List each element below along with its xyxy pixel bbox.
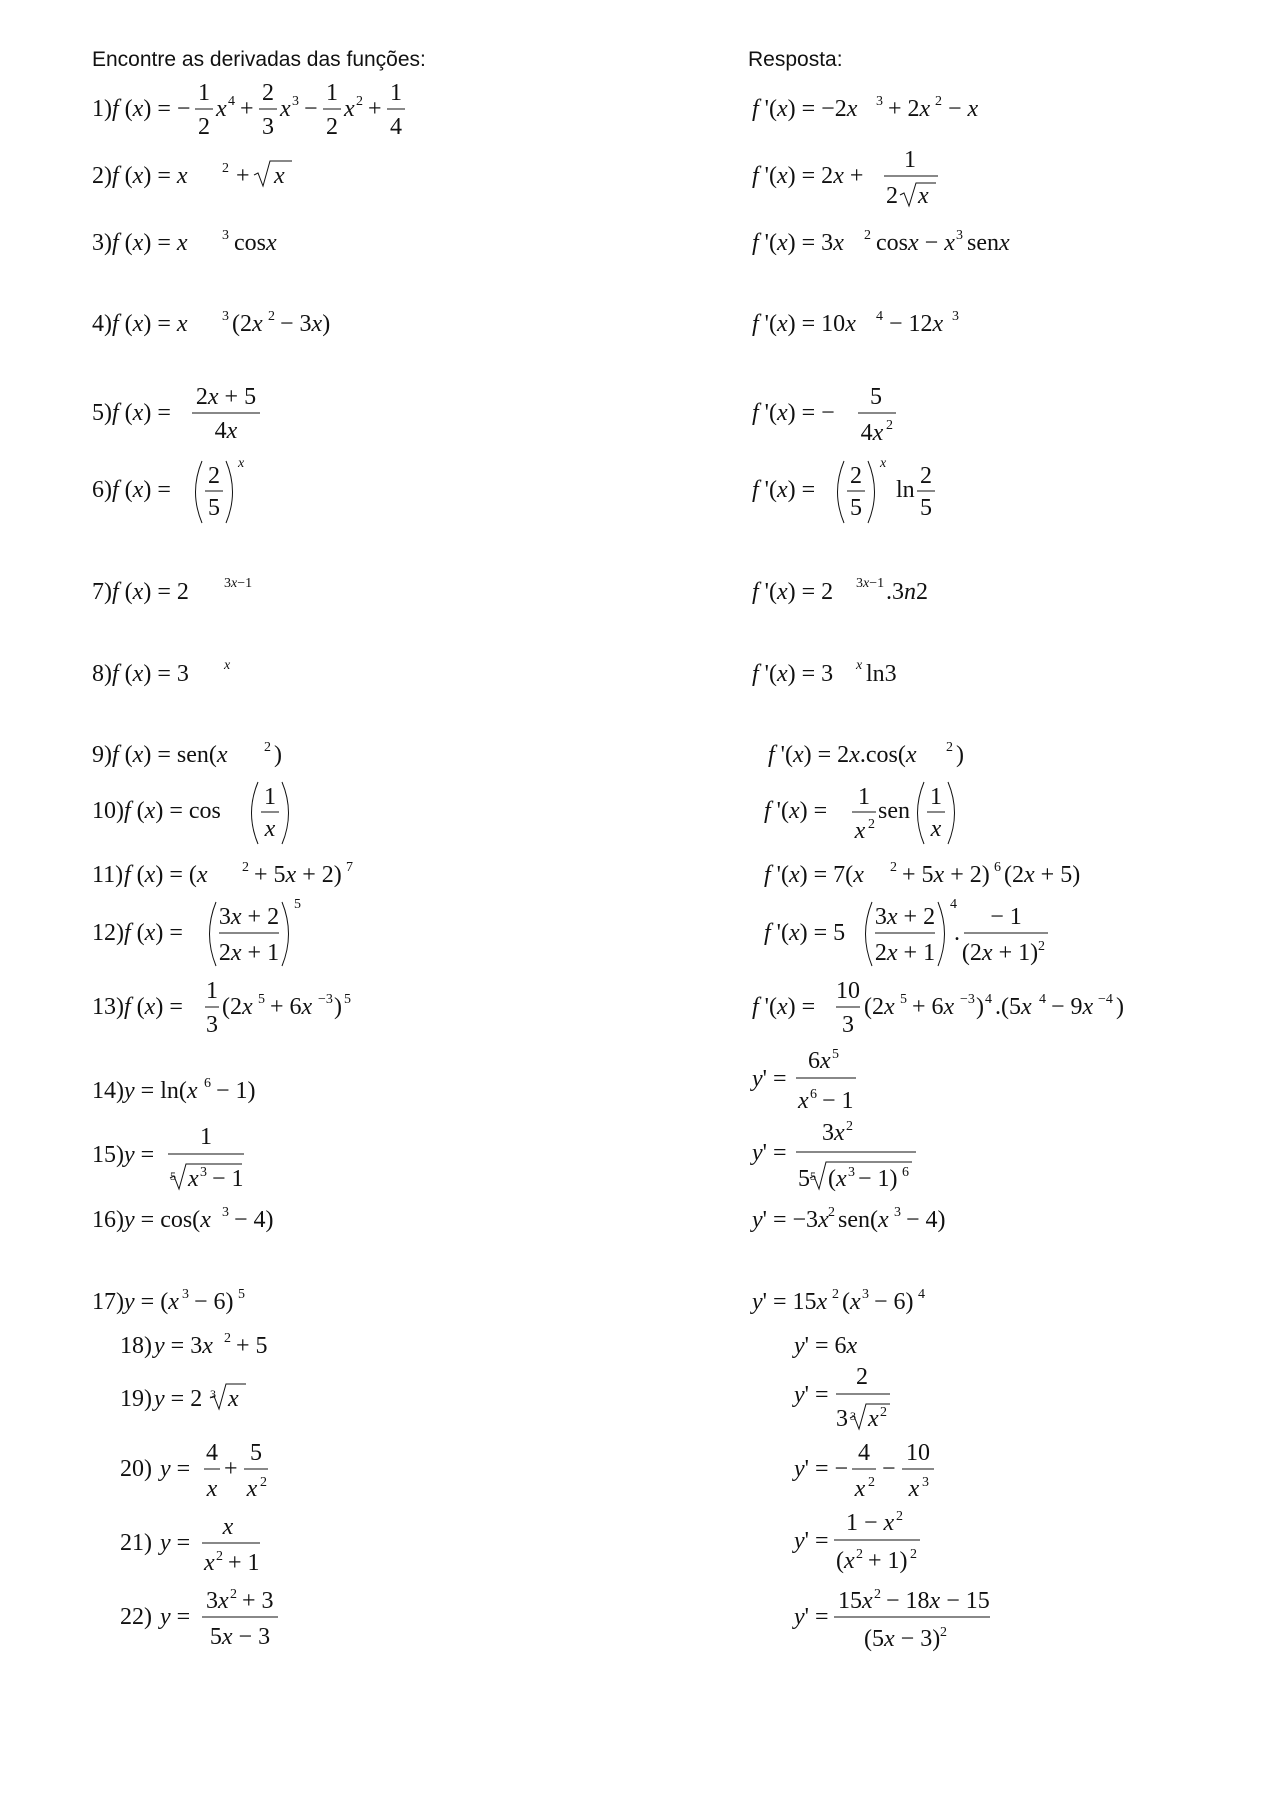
svg-text:5: 5 bbox=[870, 384, 882, 410]
svg-text:2: 2 bbox=[264, 740, 271, 755]
problem-number: 12) bbox=[92, 920, 124, 946]
svg-text:3: 3 bbox=[222, 228, 229, 243]
problem-18-answer bbox=[794, 1327, 934, 1363]
svg-text:2: 2 bbox=[940, 1625, 947, 1640]
svg-text:3: 3 bbox=[842, 1012, 854, 1038]
svg-text:+ 3: + 3 bbox=[242, 1588, 274, 1614]
svg-text:−3: −3 bbox=[960, 992, 975, 1007]
svg-text:2: 2 bbox=[886, 418, 893, 433]
problem-number: 22) bbox=[120, 1604, 152, 1630]
svg-text:): ) bbox=[274, 742, 282, 768]
svg-text:4: 4 bbox=[985, 992, 992, 1007]
svg-text:x: x bbox=[868, 1406, 879, 1432]
svg-text:2: 2 bbox=[260, 1475, 267, 1490]
svg-text:3: 3 bbox=[952, 309, 959, 324]
svg-text:2: 2 bbox=[222, 161, 229, 176]
problem-6-answer bbox=[752, 455, 972, 529]
problem-4-answer bbox=[752, 305, 972, 341]
svg-text:x: x bbox=[798, 1088, 809, 1114]
problem-number: 18) bbox=[120, 1333, 152, 1359]
svg-text:f '(x) = −2x: f '(x) = −2x bbox=[752, 96, 858, 122]
problem-19-answer bbox=[794, 1362, 954, 1436]
svg-text:(x: (x bbox=[836, 1548, 855, 1574]
svg-text:y' = −3x: y' = −3x bbox=[752, 1207, 829, 1233]
svg-text:y' =: y' = bbox=[794, 1382, 829, 1408]
svg-text:− 1): − 1) bbox=[858, 1166, 898, 1192]
svg-text:6: 6 bbox=[204, 1076, 211, 1091]
svg-text:f '(x) =: f '(x) = bbox=[752, 994, 816, 1020]
svg-text:1: 1 bbox=[198, 80, 210, 106]
svg-text:1: 1 bbox=[200, 1124, 212, 1150]
svg-text:3x + 2: 3x + 2 bbox=[874, 904, 936, 930]
problem-17-question bbox=[92, 1283, 312, 1319]
svg-text:f (x) =: f (x) = bbox=[124, 994, 183, 1020]
svg-text:(x: (x bbox=[842, 1289, 861, 1315]
svg-text:− 3x): − 3x) bbox=[280, 311, 331, 337]
svg-text:x: x bbox=[880, 456, 887, 471]
svg-text:): ) bbox=[334, 994, 342, 1020]
svg-text:f (x) =: f (x) = bbox=[124, 920, 183, 946]
svg-text:f '(x) = 10x: f '(x) = 10x bbox=[752, 311, 856, 337]
svg-text:5: 5 bbox=[294, 897, 301, 912]
svg-text:2: 2 bbox=[850, 463, 862, 489]
svg-text:x: x bbox=[224, 658, 231, 673]
problem-number: 11) bbox=[92, 862, 124, 888]
problem-number: 5) bbox=[92, 400, 112, 426]
problem-16-question bbox=[92, 1201, 332, 1237]
svg-text:f '(x) = 3x: f '(x) = 3x bbox=[752, 230, 844, 256]
problem-number: 20) bbox=[120, 1456, 152, 1482]
svg-text:x: x bbox=[918, 183, 929, 209]
svg-text:3: 3 bbox=[836, 1406, 848, 1432]
problem-15-question bbox=[92, 1120, 312, 1194]
problem-number: 9) bbox=[92, 742, 112, 768]
svg-text:−: − bbox=[304, 96, 318, 122]
svg-text:2: 2 bbox=[230, 1587, 237, 1602]
problem-1-question bbox=[92, 78, 452, 142]
svg-text:2: 2 bbox=[856, 1364, 868, 1390]
svg-text:5: 5 bbox=[250, 1440, 262, 1466]
svg-text:x: x bbox=[238, 456, 245, 471]
svg-text:2: 2 bbox=[326, 114, 338, 140]
svg-text:x: x bbox=[188, 1166, 199, 1192]
svg-text:+: + bbox=[240, 96, 254, 122]
svg-text:f (x) = x: f (x) = x bbox=[112, 311, 188, 337]
svg-text:f '(x) = 7(x: f '(x) = 7(x bbox=[764, 862, 864, 888]
svg-text:6x: 6x bbox=[808, 1048, 831, 1074]
svg-text:− 1: − 1 bbox=[212, 1166, 244, 1192]
svg-text:2: 2 bbox=[208, 463, 220, 489]
svg-text:2: 2 bbox=[910, 1547, 917, 1562]
problem-number: 4) bbox=[92, 311, 112, 337]
svg-text:): ) bbox=[956, 742, 964, 768]
problem-number: 15) bbox=[92, 1142, 124, 1168]
svg-text:x: x bbox=[854, 1476, 866, 1502]
svg-text:6: 6 bbox=[810, 1087, 817, 1102]
svg-text:+: + bbox=[236, 163, 250, 189]
svg-text:1 − x: 1 − x bbox=[846, 1510, 895, 1536]
svg-text:2: 2 bbox=[868, 1475, 875, 1490]
svg-text:4: 4 bbox=[1039, 992, 1046, 1007]
svg-text:): ) bbox=[1116, 994, 1124, 1020]
svg-text:+ 5x + 2): + 5x + 2) bbox=[902, 862, 990, 888]
svg-text:− 1: − 1 bbox=[822, 1088, 854, 1114]
problem-3-answer bbox=[752, 224, 1042, 260]
problem-9-question bbox=[92, 736, 312, 772]
svg-text:f (x) = 3: f (x) = 3 bbox=[112, 661, 189, 687]
svg-text:2: 2 bbox=[886, 183, 898, 209]
svg-text:3: 3 bbox=[206, 1012, 218, 1038]
svg-text:5: 5 bbox=[344, 992, 351, 1007]
svg-text:x: x bbox=[344, 96, 355, 122]
svg-text:x: x bbox=[854, 818, 866, 844]
svg-text:(2x: (2x bbox=[222, 994, 253, 1020]
svg-text:5: 5 bbox=[798, 1166, 810, 1192]
problem-number: 2) bbox=[92, 163, 112, 189]
problem-16-answer bbox=[752, 1201, 992, 1237]
problem-5-question bbox=[92, 382, 312, 446]
svg-text:sen(x: sen(x bbox=[838, 1207, 889, 1233]
svg-text:y' =: y' = bbox=[752, 1140, 787, 1166]
svg-text:2: 2 bbox=[846, 1119, 853, 1134]
problem-22-answer bbox=[794, 1586, 1034, 1656]
svg-text:x: x bbox=[204, 1550, 215, 1576]
problem-number: 10) bbox=[92, 798, 124, 824]
svg-text:3x−1: 3x−1 bbox=[856, 576, 885, 591]
problem-2-answer bbox=[752, 145, 972, 215]
svg-text:2: 2 bbox=[856, 1547, 863, 1562]
svg-text:1: 1 bbox=[858, 784, 870, 810]
problem-12-answer bbox=[764, 896, 1084, 972]
svg-text:y =: y = bbox=[124, 1142, 155, 1168]
svg-text:senx: senx bbox=[967, 230, 1010, 256]
svg-text:2: 2 bbox=[920, 463, 932, 489]
svg-text:2: 2 bbox=[356, 94, 363, 109]
svg-text:f (x) = x: f (x) = x bbox=[112, 163, 188, 189]
svg-text:+ 6x: + 6x bbox=[270, 994, 313, 1020]
problem-21-question bbox=[120, 1512, 340, 1578]
svg-text:1: 1 bbox=[904, 147, 916, 173]
svg-text:5: 5 bbox=[850, 495, 862, 521]
svg-text:4x: 4x bbox=[860, 420, 884, 446]
problem-10-question bbox=[92, 776, 312, 850]
svg-text:5: 5 bbox=[170, 1169, 176, 1183]
svg-text:x: x bbox=[834, 1120, 845, 1146]
svg-text:10: 10 bbox=[836, 978, 860, 1004]
problem-9-answer bbox=[768, 736, 988, 772]
svg-text:3: 3 bbox=[182, 1287, 189, 1302]
svg-text:5: 5 bbox=[810, 1169, 816, 1183]
svg-text:ln3: ln3 bbox=[866, 661, 897, 687]
svg-text:3: 3 bbox=[210, 1387, 216, 1401]
svg-text:3: 3 bbox=[222, 1205, 229, 1220]
svg-text:+ 1: + 1 bbox=[228, 1550, 260, 1576]
svg-text:+: + bbox=[224, 1456, 238, 1482]
problem-number: 21) bbox=[120, 1530, 152, 1556]
svg-text:y =: y = bbox=[160, 1456, 191, 1482]
problem-number: 13) bbox=[92, 994, 124, 1020]
svg-text:cosx: cosx bbox=[234, 230, 277, 256]
svg-text:): ) bbox=[976, 994, 984, 1020]
svg-text:x: x bbox=[206, 1476, 218, 1502]
problem-4-question bbox=[92, 305, 352, 341]
svg-text:2: 2 bbox=[896, 1509, 903, 1524]
svg-text:− 1: − 1 bbox=[990, 904, 1022, 930]
svg-text:4: 4 bbox=[390, 114, 402, 140]
svg-text:x: x bbox=[856, 658, 863, 673]
problem-20-question bbox=[120, 1438, 340, 1504]
svg-text:2: 2 bbox=[890, 860, 897, 875]
svg-text:+ 5x + 2): + 5x + 2) bbox=[254, 862, 342, 888]
svg-text:y = cos(x: y = cos(x bbox=[124, 1207, 211, 1233]
svg-text:y =: y = bbox=[160, 1604, 191, 1630]
problem-number: 6) bbox=[92, 477, 112, 503]
svg-text:(2x + 1): (2x + 1) bbox=[961, 940, 1039, 966]
problem-17-answer bbox=[752, 1283, 972, 1319]
problem-7-question bbox=[92, 573, 312, 609]
svg-text:5: 5 bbox=[920, 495, 932, 521]
svg-text:2: 2 bbox=[198, 114, 210, 140]
svg-text:3: 3 bbox=[876, 94, 883, 109]
svg-text:− 18x − 15: − 18x − 15 bbox=[886, 1588, 990, 1614]
svg-text:3: 3 bbox=[862, 1287, 869, 1302]
svg-text:y = 3x: y = 3x bbox=[154, 1333, 213, 1359]
svg-text:4: 4 bbox=[228, 94, 235, 109]
svg-text:.(5x: .(5x bbox=[995, 994, 1032, 1020]
svg-text:4: 4 bbox=[918, 1287, 925, 1302]
svg-text:f (x) = x: f (x) = x bbox=[112, 230, 188, 256]
svg-text:2: 2 bbox=[262, 80, 274, 106]
svg-text:y' = 6x: y' = 6x bbox=[794, 1333, 858, 1359]
problem-13-answer bbox=[752, 976, 1152, 1040]
problem-6-question bbox=[92, 455, 312, 529]
svg-text:2: 2 bbox=[880, 1405, 887, 1420]
svg-text:4: 4 bbox=[206, 1440, 218, 1466]
svg-text:.3n2: .3n2 bbox=[886, 579, 928, 605]
svg-text:5x − 3: 5x − 3 bbox=[209, 1624, 271, 1650]
svg-text:x: x bbox=[246, 1476, 258, 1502]
problem-20-answer bbox=[794, 1438, 994, 1504]
svg-text:f '(x) =: f '(x) = bbox=[752, 477, 816, 503]
problem-number: 8) bbox=[92, 661, 112, 687]
problem-2-question bbox=[92, 155, 312, 195]
problem-14-answer bbox=[752, 1046, 952, 1116]
svg-text:+ 2x: + 2x bbox=[888, 96, 931, 122]
svg-text:−4: −4 bbox=[1098, 992, 1113, 1007]
svg-text:2: 2 bbox=[874, 1587, 881, 1602]
svg-text:x: x bbox=[274, 163, 285, 189]
svg-text:(2x: (2x bbox=[232, 311, 263, 337]
svg-text:2x + 1: 2x + 1 bbox=[874, 940, 936, 966]
svg-text:x: x bbox=[930, 816, 942, 842]
svg-text:4: 4 bbox=[858, 1440, 870, 1466]
svg-text:1: 1 bbox=[930, 784, 942, 810]
svg-text:2x + 5: 2x + 5 bbox=[195, 384, 257, 410]
svg-text:2: 2 bbox=[828, 1205, 835, 1220]
svg-text:3: 3 bbox=[222, 309, 229, 324]
problem-8-answer bbox=[752, 655, 952, 691]
svg-text:y' =: y' = bbox=[794, 1604, 829, 1630]
problem-7-answer bbox=[752, 573, 972, 609]
answers-heading: Resposta: bbox=[748, 48, 843, 71]
svg-text:3x + 2: 3x + 2 bbox=[218, 904, 280, 930]
svg-text:f (x) = 2: f (x) = 2 bbox=[112, 579, 189, 605]
svg-text:2: 2 bbox=[946, 740, 953, 755]
svg-text:1: 1 bbox=[326, 80, 338, 106]
svg-text:5: 5 bbox=[208, 495, 220, 521]
problem-number: 3) bbox=[92, 230, 112, 256]
svg-text:2x + 1: 2x + 1 bbox=[218, 940, 280, 966]
svg-text:4: 4 bbox=[950, 897, 957, 912]
problem-1-answer bbox=[752, 78, 1012, 142]
svg-text:y' =: y' = bbox=[752, 1066, 787, 1092]
svg-text:y = ln(x: y = ln(x bbox=[124, 1078, 198, 1104]
problem-11-question bbox=[92, 856, 372, 892]
svg-text:5: 5 bbox=[238, 1287, 245, 1302]
svg-text:6: 6 bbox=[994, 860, 1001, 875]
svg-text:y = 2: y = 2 bbox=[154, 1386, 203, 1412]
svg-text:3: 3 bbox=[200, 1165, 207, 1180]
svg-text:2: 2 bbox=[242, 860, 249, 875]
svg-text:4x: 4x bbox=[214, 418, 238, 444]
svg-text:f (x) =: f (x) = bbox=[112, 477, 171, 503]
svg-text:−3: −3 bbox=[318, 992, 333, 1007]
svg-text:x: x bbox=[228, 1386, 239, 1412]
svg-text:+ 6x: + 6x bbox=[912, 994, 955, 1020]
svg-text:f (x) =: f (x) = bbox=[112, 400, 171, 426]
svg-text:f (x) = sen(x: f (x) = sen(x bbox=[112, 742, 228, 768]
svg-text:2: 2 bbox=[868, 817, 875, 832]
svg-text:− 1): − 1) bbox=[216, 1078, 256, 1104]
svg-text:1: 1 bbox=[206, 978, 218, 1004]
svg-text:cosx − x: cosx − x bbox=[876, 230, 955, 256]
problem-22-question bbox=[120, 1586, 360, 1652]
svg-text:f '(x) = 5: f '(x) = 5 bbox=[764, 920, 846, 946]
svg-text:1: 1 bbox=[390, 80, 402, 106]
svg-text:5: 5 bbox=[258, 992, 265, 1007]
svg-text:2: 2 bbox=[268, 309, 275, 324]
svg-text:x: x bbox=[216, 96, 227, 122]
svg-text:2: 2 bbox=[216, 1549, 223, 1564]
svg-text:+: + bbox=[368, 96, 382, 122]
svg-text:sen: sen bbox=[878, 798, 910, 824]
problem-number: 7) bbox=[92, 579, 112, 605]
problem-number: 16) bbox=[92, 1207, 124, 1233]
svg-text:2: 2 bbox=[864, 228, 871, 243]
svg-text:x: x bbox=[222, 1514, 234, 1540]
svg-text:f '(x) = 2x.cos(x: f '(x) = 2x.cos(x bbox=[768, 742, 917, 768]
svg-text:− 9x: − 9x bbox=[1051, 994, 1094, 1020]
svg-text:− 12x: − 12x bbox=[889, 311, 944, 337]
problem-14-question bbox=[92, 1072, 332, 1108]
problem-12-question bbox=[92, 896, 332, 972]
svg-text:− 6): − 6) bbox=[874, 1289, 914, 1315]
svg-text:10: 10 bbox=[906, 1440, 930, 1466]
svg-text:(2x + 5): (2x + 5) bbox=[1004, 862, 1081, 888]
svg-text:7: 7 bbox=[346, 860, 353, 875]
svg-text:− 4): − 4) bbox=[234, 1207, 274, 1233]
problem-5-answer bbox=[752, 382, 972, 446]
svg-text:2: 2 bbox=[935, 94, 942, 109]
svg-text:+ 5: + 5 bbox=[236, 1333, 268, 1359]
problem-8-question bbox=[92, 655, 292, 691]
svg-text:f (x) = −: f (x) = − bbox=[112, 96, 191, 122]
svg-text:(2x: (2x bbox=[864, 994, 895, 1020]
problem-number: 19) bbox=[120, 1386, 152, 1412]
svg-text:f '(x) = 3: f '(x) = 3 bbox=[752, 661, 834, 687]
svg-text:3: 3 bbox=[894, 1205, 901, 1220]
svg-text:f (x) = cos: f (x) = cos bbox=[124, 798, 221, 824]
svg-text:y = (x: y = (x bbox=[124, 1289, 179, 1315]
svg-text:x: x bbox=[280, 96, 291, 122]
svg-text:3x: 3x bbox=[206, 1588, 229, 1614]
svg-text:x: x bbox=[264, 816, 276, 842]
svg-text:5: 5 bbox=[832, 1047, 839, 1062]
svg-text:15x: 15x bbox=[838, 1588, 873, 1614]
svg-text:3x−1: 3x−1 bbox=[224, 576, 253, 591]
problem-number: 1) bbox=[92, 96, 112, 122]
svg-text:y' =: y' = bbox=[794, 1528, 829, 1554]
svg-text:3: 3 bbox=[922, 1475, 929, 1490]
svg-text:3: 3 bbox=[292, 94, 299, 109]
svg-text:5: 5 bbox=[900, 992, 907, 1007]
svg-text:f (x) = (x: f (x) = (x bbox=[124, 862, 208, 888]
svg-text:3: 3 bbox=[850, 1409, 856, 1423]
svg-text:(x: (x bbox=[828, 1166, 847, 1192]
svg-text:6: 6 bbox=[902, 1165, 909, 1180]
svg-text:4: 4 bbox=[876, 309, 883, 324]
worksheet-title: Encontre as derivadas das funções: bbox=[92, 48, 426, 71]
svg-text:− 6): − 6) bbox=[194, 1289, 234, 1315]
svg-text:−: − bbox=[882, 1456, 896, 1482]
problem-19-question bbox=[120, 1378, 320, 1418]
svg-text:.: . bbox=[954, 920, 960, 946]
svg-text:f '(x) = 2: f '(x) = 2 bbox=[752, 579, 834, 605]
svg-text:(5x − 3): (5x − 3) bbox=[864, 1626, 941, 1652]
svg-text:y' = −: y' = − bbox=[794, 1456, 849, 1482]
svg-text:x: x bbox=[908, 1476, 920, 1502]
svg-text:2: 2 bbox=[1038, 939, 1045, 954]
svg-text:y' = 15x: y' = 15x bbox=[752, 1289, 828, 1315]
svg-text:3: 3 bbox=[956, 228, 963, 243]
problem-3-question bbox=[92, 224, 312, 260]
problem-10-answer bbox=[764, 776, 984, 850]
svg-text:f '(x) =: f '(x) = bbox=[764, 798, 828, 824]
svg-text:− 4): − 4) bbox=[906, 1207, 946, 1233]
svg-text:ln: ln bbox=[896, 477, 915, 503]
svg-text:f '(x) = 2x +: f '(x) = 2x + bbox=[752, 163, 864, 189]
svg-text:+ 1): + 1) bbox=[868, 1548, 908, 1574]
svg-text:1: 1 bbox=[264, 784, 276, 810]
svg-text:3: 3 bbox=[262, 114, 274, 140]
problem-21-answer bbox=[794, 1506, 994, 1578]
problem-13-question bbox=[92, 976, 382, 1040]
problem-number: 17) bbox=[92, 1289, 124, 1315]
problem-11-answer bbox=[764, 856, 1084, 892]
svg-text:− x: − x bbox=[948, 96, 979, 122]
svg-text:2: 2 bbox=[832, 1287, 839, 1302]
svg-text:3: 3 bbox=[822, 1120, 834, 1146]
svg-text:3: 3 bbox=[848, 1165, 855, 1180]
problem-15-answer bbox=[752, 1112, 972, 1196]
svg-text:y =: y = bbox=[160, 1530, 191, 1556]
problem-18-question bbox=[120, 1327, 320, 1363]
problem-number: 14) bbox=[92, 1078, 124, 1104]
svg-text:2: 2 bbox=[224, 1331, 231, 1346]
svg-text:f '(x) = −: f '(x) = − bbox=[752, 400, 835, 426]
